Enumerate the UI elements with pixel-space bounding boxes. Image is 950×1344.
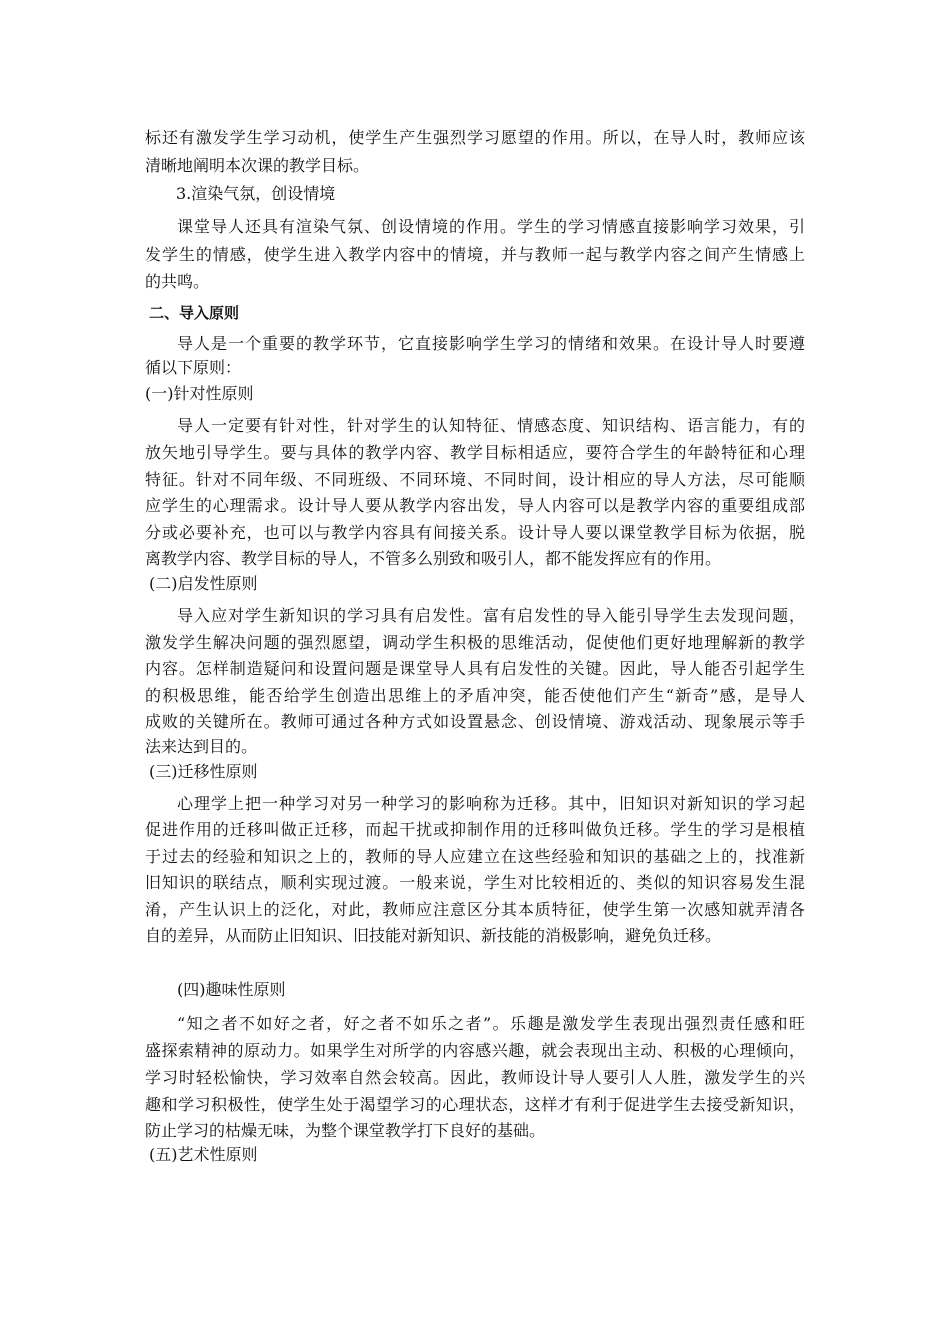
principle-heading-1: (一)针对性原则 <box>145 384 254 403</box>
principle-heading-4: (四)趣味性原则 <box>177 980 286 999</box>
paragraph-line: 离教学内容、教学目标的导人，不管多么别致和吸引人，都不能发挥应有的作用。 <box>145 549 722 568</box>
paragraph-line: 的共鸣。 <box>145 272 210 291</box>
paragraph-line: 特征。针对不同年级、不同班级、不同环境、不同时间，设计相应的导人方法，尽可能顺 <box>145 470 805 489</box>
paragraph-line: 应学生的心理需求。设计导人要从教学内容出发，导人内容可以是教学内容的重要组成部 <box>145 496 805 515</box>
paragraph-line: 成败的关键所在。教师可通过各种方式如设置悬念、创设情境、游戏活动、现象展示等手 <box>145 712 805 731</box>
paragraph-line: 旧知识的联结点，顺利实现过渡。一般来说，学生对比较相近的、类似的知识容易发生混 <box>145 873 805 892</box>
paragraph-line: 标还有激发学生学习动机，使学生产生强烈学习愿望的作用。所以，在导人时，教师应该 <box>145 128 805 147</box>
paragraph-line: 学习时轻松愉快，学习效率自然会较高。因此，教师设计导人要引人人胜，激发学生的兴 <box>145 1068 805 1087</box>
paragraph-line: 循以下原则： <box>145 358 242 377</box>
paragraph-line: 导人是一个重要的教学环节，它直接影响学生学习的情绪和效果。在设计导人时要遵 <box>177 334 805 353</box>
paragraph-line: 于过去的经验和知识之上的，教师的导人应建立在这些经验和知识的基础之上的，找准新 <box>145 847 805 866</box>
paragraph-line: 淆，产生认识上的泛化，对此，教师应注意区分其本质特征，使学生第一次感知就弄清各 <box>145 900 805 919</box>
paragraph-line: 心理学上把一种学习对另一种学习的影响称为迁移。其中，旧知识对新知识的学习起 <box>177 794 805 813</box>
paragraph-line: 内容。怎样制造疑问和设置问题是课堂导人具有启发性的关键。因此，导人能否引起学生 <box>145 659 805 678</box>
principle-heading-5: (五)艺术性原则 <box>149 1145 258 1164</box>
paragraph-line: 法来达到目的。 <box>145 737 258 756</box>
paragraph-line: 发学生的情感，使学生进入教学内容中的情境，并与教师一起与教学内容之间产生情感上 <box>145 245 805 264</box>
paragraph-line: 防止学习的枯燥无味，为整个课堂教学打下良好的基础。 <box>145 1121 546 1140</box>
principle-heading-2: (二)启发性原则 <box>149 574 258 593</box>
paragraph-line: 课堂导人还具有渲染气氛、创设情境的作用。学生的学习情感直接影响学习效果，引 <box>177 217 805 236</box>
paragraph-line: 盛探索精神的原动力。如果学生对所学的内容感兴趣，就会表现出主动、积极的心理倾向， <box>145 1041 805 1060</box>
paragraph-line: 清晰地阐明本次课的教学目标。 <box>145 156 370 175</box>
paragraph-line: 导入应对学生新知识的学习具有启发性。富有启发性的导入能引导学生去发现问题， <box>177 606 805 625</box>
paragraph-line: 促进作用的迁移叫做正迁移，而起干扰或抑制作用的迁移叫做负迁移。学生的学习是根植 <box>145 820 805 839</box>
subsection-heading: 3.渲染气氛，创设情境 <box>176 184 336 203</box>
paragraph-line: 趣和学习积极性，使学生处于渴望学习的心理状态，这样才有利于促进学生去接受新知识， <box>145 1095 805 1114</box>
principle-heading-3: (三)迁移性原则 <box>149 762 258 781</box>
paragraph-line: “知之者不如好之者，好之者不如乐之者”。乐趣是激发学生表现出强烈责任感和旺 <box>177 1014 805 1033</box>
section-heading: 二、导入原则 <box>149 304 240 322</box>
paragraph-line: 放矢地引导学生。要与具体的教学内容、教学目标相适应，要符合学生的年龄特征和心理 <box>145 443 805 462</box>
paragraph-line: 导人一定要有针对性，针对学生的认知特征、情感态度、知识结构、语言能力，有的 <box>177 416 805 435</box>
paragraph-line: 激发学生解决问题的强烈愿望，调动学生积极的思维活动，促使他们更好地理解新的教学 <box>145 633 805 652</box>
paragraph-line: 的积极思维，能否给学生创造出思维上的矛盾冲突，能否使他们产生“新奇”感，是导人 <box>145 686 805 705</box>
paragraph-line: 分或必要补充，也可以与教学内容具有间接关系。设计导人要以课堂教学目标为依据，脱 <box>145 523 805 542</box>
paragraph-line: 自的差异，从而防止旧知识、旧技能对新知识、新技能的消极影响，避免负迁移。 <box>145 926 722 945</box>
